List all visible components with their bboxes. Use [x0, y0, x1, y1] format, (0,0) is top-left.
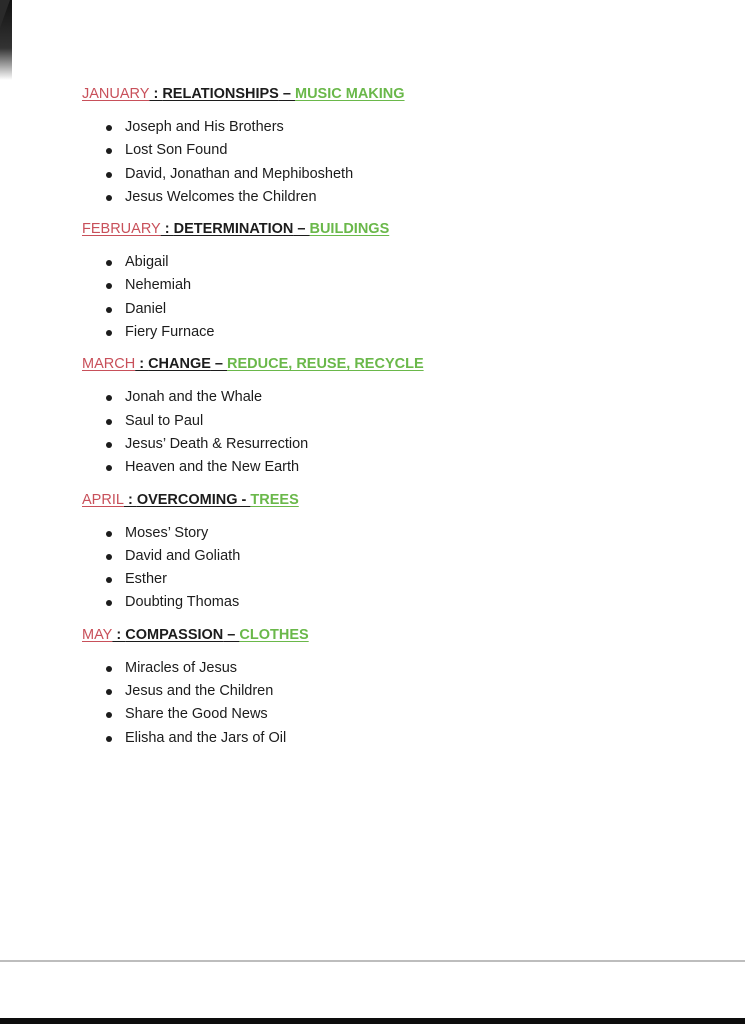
list-item: [82, 568, 702, 591]
bullet-icon: [106, 736, 112, 742]
list-item: [82, 410, 702, 433]
bullet-icon: [106, 689, 112, 695]
section-february: [82, 219, 702, 344]
list-item: [82, 433, 702, 456]
bullet-icon: [106, 666, 112, 672]
topic-label: BUILDINGS: [309, 221, 390, 238]
list-item: [82, 386, 702, 409]
theme-label: COMPASSION: [125, 626, 224, 643]
list-item: [82, 116, 702, 139]
list-item: [82, 680, 702, 703]
topic-label: MUSIC MAKING: [294, 86, 405, 102]
list-item-text: Miracles of Jesus: [125, 659, 238, 676]
bullet-icon: [106, 195, 112, 201]
list-item: [82, 139, 702, 162]
list-item: [82, 657, 702, 680]
heading-separator: –: [278, 86, 295, 102]
list-item-text: Lost Son Found: [125, 142, 228, 159]
list-item: [82, 186, 702, 209]
list-item-text: Esther: [125, 571, 167, 588]
topic-label: CLOTHES: [239, 626, 309, 643]
bullet-icon: [106, 283, 112, 289]
list-item: [82, 591, 702, 614]
heading-separator: –: [210, 356, 228, 373]
list-item-text: Saul to Paul: [125, 412, 204, 429]
heading-separator: :: [123, 491, 137, 508]
list-item-text: Fiery Furnace: [125, 324, 215, 341]
list-item-text: Elisha and the Jars of Oil: [125, 729, 287, 746]
list-item: [82, 456, 702, 479]
section-march: [82, 354, 702, 479]
topic-label: REDUCE, REUSE, RECYCLE: [227, 356, 424, 373]
list-item-text: Jesus’ Death & Resurrection: [125, 435, 309, 452]
list-item-text: David and Goliath: [125, 547, 241, 564]
story-list: [82, 522, 702, 615]
list-item-text: Jesus and the Children: [125, 683, 274, 700]
bullet-icon: [106, 307, 112, 313]
section-heading: [82, 219, 702, 239]
section-may: [82, 625, 702, 750]
list-item: [82, 321, 702, 344]
story-list: [82, 251, 702, 344]
list-item: [82, 163, 702, 186]
list-item-text: David, Jonathan and Mephibosheth: [125, 165, 354, 182]
section-january: [82, 84, 702, 209]
theme-label: DETERMINATION: [173, 221, 294, 238]
section-heading: [82, 354, 702, 374]
theme-label: RELATIONSHIPS: [162, 86, 279, 102]
theme-label: OVERCOMING: [136, 491, 238, 508]
bullet-icon: [106, 395, 112, 401]
heading-separator: :: [149, 86, 163, 102]
bullet-icon: [106, 577, 112, 583]
list-item-text: Jonah and the Whale: [125, 389, 263, 406]
story-list: [82, 116, 702, 209]
list-item: [82, 251, 702, 274]
heading-separator: :: [135, 356, 149, 373]
month-label: APRIL: [82, 491, 124, 508]
bullet-icon: [106, 172, 112, 178]
story-list: [82, 386, 702, 479]
heading-separator: :: [160, 221, 174, 238]
month-label: MARCH: [82, 356, 136, 373]
list-item-text: Share the Good News: [125, 706, 268, 723]
month-label: MAY: [82, 626, 113, 643]
month-label: FEBRUARY: [82, 221, 161, 238]
list-item-text: Heaven and the New Earth: [125, 459, 300, 476]
bullet-icon: [106, 148, 112, 154]
bullet-icon: [106, 531, 112, 537]
list-item: [82, 298, 702, 321]
bullet-icon: [106, 600, 112, 606]
list-item-text: Nehemiah: [125, 277, 192, 294]
heading-separator: -: [237, 491, 251, 508]
scan-corner-fold: [0, 0, 10, 28]
bullet-icon: [106, 125, 112, 131]
section-heading: [82, 625, 702, 645]
topic-label: TREES: [250, 491, 299, 508]
scan-edge-line: [0, 960, 745, 962]
list-item: [82, 703, 702, 726]
section-heading: [82, 84, 702, 104]
bullet-icon: [106, 260, 112, 266]
bullet-icon: [106, 442, 112, 448]
list-item: [82, 545, 702, 568]
bullet-icon: [106, 419, 112, 425]
list-item: [82, 274, 702, 297]
bullet-icon: [106, 330, 112, 336]
list-item-text: Daniel: [125, 300, 167, 317]
list-item-text: Moses’ Story: [125, 524, 209, 541]
heading-separator: –: [223, 626, 240, 643]
section-heading: [82, 490, 702, 510]
theme-label: CHANGE: [148, 356, 211, 373]
list-item-text: Doubting Thomas: [125, 594, 240, 611]
story-list: [82, 657, 702, 750]
heading-separator: :: [112, 626, 126, 643]
bullet-icon: [106, 712, 112, 718]
month-label: JANUARY: [82, 86, 150, 102]
bullet-icon: [106, 554, 112, 560]
list-item: [82, 727, 702, 750]
list-item-text: Joseph and His Brothers: [125, 119, 284, 135]
curriculum-list: [82, 84, 702, 760]
list-item-text: Abigail: [125, 254, 169, 271]
list-item: [82, 522, 702, 545]
bullet-icon: [106, 465, 112, 471]
list-item-text: Jesus Welcomes the Children: [125, 188, 317, 205]
section-april: [82, 490, 702, 615]
heading-separator: –: [293, 221, 310, 238]
scan-bottom-edge: [0, 1018, 745, 1024]
